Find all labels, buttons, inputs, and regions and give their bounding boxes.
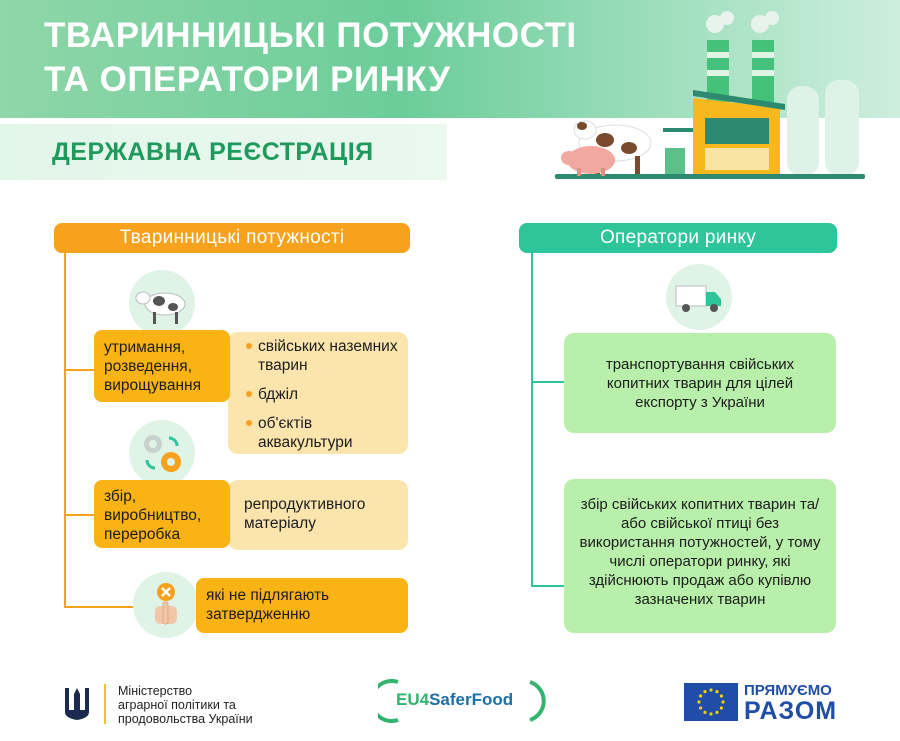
export-transport-box: [564, 333, 836, 433]
left-connector-branch-2: [64, 514, 94, 516]
list-item: свійських наземних тварин: [246, 337, 406, 375]
ministry-line-2: аграрної політики та: [118, 698, 236, 712]
eu4-prefix: EU4: [396, 690, 430, 709]
eu-flag-icon: [684, 683, 738, 721]
ministry-line-3: продовольства України: [118, 712, 253, 726]
market-operators-heading: Оператори ринку: [519, 223, 837, 253]
collection-label-line-2: виробництво,: [104, 507, 202, 524]
eu4saferfood-logo-text: [396, 690, 513, 710]
title-line-1: ТВАРИННИЦЬКІ ПОТУЖНОСТІ: [44, 16, 577, 55]
keeping-label-line-1: утримання,: [104, 339, 186, 356]
left-connector-branch-3: [64, 606, 134, 608]
ministry-line-1: Міністерство: [118, 684, 193, 698]
species-list: [246, 337, 406, 462]
eu-slogan-line-1: ПРЯМУЄМО: [744, 682, 832, 699]
left-connector-line: [64, 253, 66, 607]
eu4-suffix: SaferFood: [429, 690, 514, 709]
collection-label-line-1: збір,: [104, 488, 137, 505]
gears-icon: [129, 420, 195, 486]
not-approved-icon: [133, 572, 199, 638]
right-connector-branch-2: [531, 585, 564, 587]
right-connector-branch-1: [531, 381, 564, 383]
not-subject-to-approval-text: які не підлягають затвердженню: [206, 587, 330, 623]
keeping-label-line-2: розведення,: [104, 358, 192, 375]
cow-icon: [129, 270, 195, 336]
truck-icon: [666, 264, 732, 330]
left-connector-branch-1: [64, 369, 94, 371]
reproductive-material-text: репродуктивного матеріалу: [244, 496, 366, 532]
factory-illustration: [555, 8, 875, 183]
collection-without-facilities-box: [564, 479, 836, 633]
keeping-label-line-3: вирощування: [104, 377, 202, 394]
not-subject-to-approval-box: [196, 578, 408, 633]
list-item: об'єктів аквакультури: [246, 414, 406, 452]
ministry-divider: [104, 684, 106, 724]
list-item: бджіл: [246, 385, 406, 404]
page-subtitle: ДЕРЖАВНА РЕЄСТРАЦІЯ: [52, 138, 374, 166]
collection-label-line-3: переробка: [104, 526, 181, 543]
collection-production-box: [94, 480, 230, 548]
right-connector-line: [531, 253, 533, 586]
keeping-breeding-box: [94, 330, 230, 402]
trident-icon: [62, 684, 92, 724]
export-transport-text: транспортування свійських копитних тварин для цілей експорту з України: [605, 356, 795, 411]
eu-slogan: [744, 681, 838, 725]
title-line-2: ТА ОПЕРАТОРИ РИНКУ: [44, 60, 451, 99]
ministry-logo-text: [118, 684, 253, 726]
eu-slogan-line-2: РАЗОМ: [744, 697, 838, 725]
livestock-facilities-heading: Тваринницькі потужності: [54, 223, 410, 253]
collection-without-facilities-text: збір свійських копитних тварин та/або свійської птиці без використання потужностей, у тому числі оператори ринку, які здійснюють продаж або купівлю зазначених тварин: [579, 496, 821, 608]
